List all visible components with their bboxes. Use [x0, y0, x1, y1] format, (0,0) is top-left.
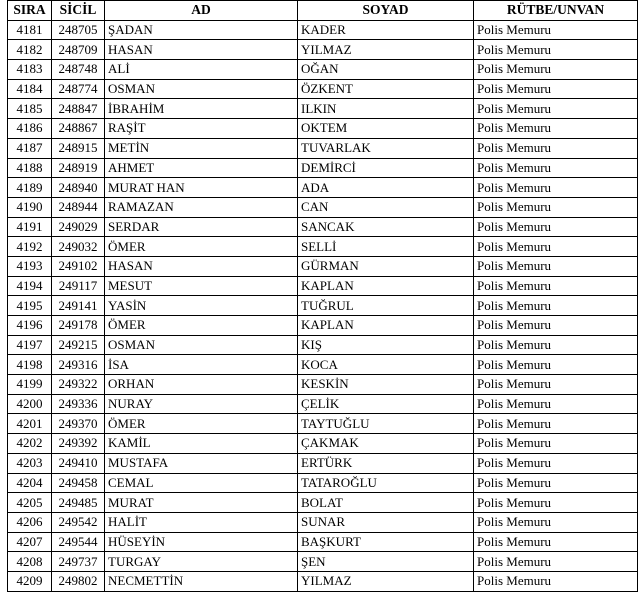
soyad-cell: OĞAN [298, 60, 474, 80]
ad-cell: TURGAY [105, 552, 298, 572]
ad-cell: ŞADAN [105, 20, 298, 40]
soyad-cell: TUVARLAK [298, 138, 474, 158]
sira-cell: 4197 [8, 335, 52, 355]
soyad-cell: TUĞRUL [298, 296, 474, 316]
personnel-table [7, 0, 638, 592]
table-row [8, 217, 638, 237]
sira-cell: 4196 [8, 316, 52, 336]
table-row [8, 453, 638, 473]
soyad-cell: TAYTUĞLU [298, 414, 474, 434]
sira-cell: 4192 [8, 237, 52, 257]
sicil-cell: 249458 [52, 473, 105, 493]
rutbe-cell: Polis Memuru [474, 394, 638, 414]
rutbe-cell: Polis Memuru [474, 335, 638, 355]
sira-cell: 4200 [8, 394, 52, 414]
sira-cell: 4193 [8, 256, 52, 276]
sira-cell: 4198 [8, 355, 52, 375]
table-row [8, 119, 638, 139]
table-row [8, 276, 638, 296]
soyad-cell: OKTEM [298, 119, 474, 139]
sira-cell: 4189 [8, 178, 52, 198]
table-row [8, 99, 638, 119]
ad-cell: HASAN [105, 256, 298, 276]
sicil-cell: 249032 [52, 237, 105, 257]
rutbe-cell: Polis Memuru [474, 119, 638, 139]
table-row [8, 571, 638, 591]
ad-cell: HÜSEYİN [105, 532, 298, 552]
soyad-cell: KIŞ [298, 335, 474, 355]
sicil-cell: 248847 [52, 99, 105, 119]
ad-cell: KAMİL [105, 434, 298, 454]
table-row [8, 355, 638, 375]
sicil-cell: 249737 [52, 552, 105, 572]
soyad-cell: SELLİ [298, 237, 474, 257]
soyad-cell: KESKİN [298, 375, 474, 395]
rutbe-cell: Polis Memuru [474, 355, 638, 375]
rutbe-cell: Polis Memuru [474, 316, 638, 336]
rutbe-cell: Polis Memuru [474, 296, 638, 316]
table-row [8, 40, 638, 60]
soyad-cell: ÇAKMAK [298, 434, 474, 454]
table-body [8, 20, 638, 591]
sira-cell: 4199 [8, 375, 52, 395]
rutbe-cell: Polis Memuru [474, 217, 638, 237]
table-row [8, 20, 638, 40]
rutbe-cell: Polis Memuru [474, 493, 638, 513]
header-ad: AD [105, 1, 298, 21]
rutbe-cell: Polis Memuru [474, 79, 638, 99]
sicil-cell: 249029 [52, 217, 105, 237]
sicil-cell: 249178 [52, 316, 105, 336]
sira-cell: 4206 [8, 512, 52, 532]
sicil-cell: 249542 [52, 512, 105, 532]
ad-cell: MUSTAFA [105, 453, 298, 473]
sira-cell: 4183 [8, 60, 52, 80]
sicil-cell: 248940 [52, 178, 105, 198]
soyad-cell: ŞEN [298, 552, 474, 572]
soyad-cell: YILMAZ [298, 571, 474, 591]
rutbe-cell: Polis Memuru [474, 571, 638, 591]
sira-cell: 4181 [8, 20, 52, 40]
sicil-cell: 249102 [52, 256, 105, 276]
ad-cell: METİN [105, 138, 298, 158]
sicil-cell: 249410 [52, 453, 105, 473]
ad-cell: ÖMER [105, 414, 298, 434]
ad-cell: SERDAR [105, 217, 298, 237]
ad-cell: ÖMER [105, 237, 298, 257]
rutbe-cell: Polis Memuru [474, 375, 638, 395]
sira-cell: 4209 [8, 571, 52, 591]
sira-cell: 4204 [8, 473, 52, 493]
ad-cell: YASİN [105, 296, 298, 316]
sicil-cell: 248705 [52, 20, 105, 40]
table-row [8, 512, 638, 532]
sicil-cell: 249802 [52, 571, 105, 591]
sira-cell: 4185 [8, 99, 52, 119]
rutbe-cell: Polis Memuru [474, 512, 638, 532]
sira-cell: 4208 [8, 552, 52, 572]
ad-cell: ORHAN [105, 375, 298, 395]
ad-cell: MURAT HAN [105, 178, 298, 198]
rutbe-cell: Polis Memuru [474, 453, 638, 473]
sicil-cell: 249392 [52, 434, 105, 454]
soyad-cell: TATAROĞLU [298, 473, 474, 493]
sira-cell: 4194 [8, 276, 52, 296]
ad-cell: NURAY [105, 394, 298, 414]
ad-cell: ÖMER [105, 316, 298, 336]
table-row [8, 414, 638, 434]
sicil-cell: 248919 [52, 158, 105, 178]
soyad-cell: ÇELİK [298, 394, 474, 414]
soyad-cell: KADER [298, 20, 474, 40]
sicil-cell: 248774 [52, 79, 105, 99]
soyad-cell: KAPLAN [298, 276, 474, 296]
sicil-cell: 249370 [52, 414, 105, 434]
soyad-cell: SUNAR [298, 512, 474, 532]
soyad-cell: GÜRMAN [298, 256, 474, 276]
rutbe-cell: Polis Memuru [474, 99, 638, 119]
table-row [8, 552, 638, 572]
ad-cell: MURAT [105, 493, 298, 513]
soyad-cell: DEMİRCİ [298, 158, 474, 178]
soyad-cell: ADA [298, 178, 474, 198]
sira-cell: 4186 [8, 119, 52, 139]
rutbe-cell: Polis Memuru [474, 532, 638, 552]
rutbe-cell: Polis Memuru [474, 158, 638, 178]
soyad-cell: ÖZKENT [298, 79, 474, 99]
rutbe-cell: Polis Memuru [474, 473, 638, 493]
table-row [8, 79, 638, 99]
soyad-cell: YILMAZ [298, 40, 474, 60]
ad-cell: İBRAHİM [105, 99, 298, 119]
ad-cell: İSA [105, 355, 298, 375]
sicil-cell: 249322 [52, 375, 105, 395]
header-rutbe: RÜTBE/UNVAN [474, 1, 638, 21]
soyad-cell: KAPLAN [298, 316, 474, 336]
ad-cell: NECMETTİN [105, 571, 298, 591]
table-row [8, 178, 638, 198]
soyad-cell: SANCAK [298, 217, 474, 237]
table-row [8, 138, 638, 158]
soyad-cell: BAŞKURT [298, 532, 474, 552]
sicil-cell: 248867 [52, 119, 105, 139]
ad-cell: MESUT [105, 276, 298, 296]
sicil-cell: 248944 [52, 197, 105, 217]
sicil-cell: 248709 [52, 40, 105, 60]
rutbe-cell: Polis Memuru [474, 414, 638, 434]
header-sira: SIRA [8, 1, 52, 21]
soyad-cell: ILKIN [298, 99, 474, 119]
table-row [8, 316, 638, 336]
table-row [8, 335, 638, 355]
sira-cell: 4201 [8, 414, 52, 434]
sira-cell: 4191 [8, 217, 52, 237]
sicil-cell: 249141 [52, 296, 105, 316]
ad-cell: OSMAN [105, 79, 298, 99]
sicil-cell: 248915 [52, 138, 105, 158]
sicil-cell: 249215 [52, 335, 105, 355]
ad-cell: AHMET [105, 158, 298, 178]
rutbe-cell: Polis Memuru [474, 197, 638, 217]
soyad-cell: KOCA [298, 355, 474, 375]
sicil-cell: 249316 [52, 355, 105, 375]
ad-cell: RAŞİT [105, 119, 298, 139]
sira-cell: 4202 [8, 434, 52, 454]
rutbe-cell: Polis Memuru [474, 20, 638, 40]
table-row [8, 434, 638, 454]
sira-cell: 4182 [8, 40, 52, 60]
ad-cell: HALİT [105, 512, 298, 532]
rutbe-cell: Polis Memuru [474, 276, 638, 296]
table-row [8, 256, 638, 276]
soyad-cell: CAN [298, 197, 474, 217]
sicil-cell: 249485 [52, 493, 105, 513]
rutbe-cell: Polis Memuru [474, 138, 638, 158]
table-row [8, 60, 638, 80]
sira-cell: 4205 [8, 493, 52, 513]
sicil-cell: 249544 [52, 532, 105, 552]
ad-cell: RAMAZAN [105, 197, 298, 217]
table-row [8, 473, 638, 493]
header-row [8, 1, 638, 21]
table-row [8, 197, 638, 217]
sira-cell: 4190 [8, 197, 52, 217]
sira-cell: 4207 [8, 532, 52, 552]
sira-cell: 4184 [8, 79, 52, 99]
ad-cell: ALİ [105, 60, 298, 80]
rutbe-cell: Polis Memuru [474, 552, 638, 572]
sira-cell: 4188 [8, 158, 52, 178]
rutbe-cell: Polis Memuru [474, 40, 638, 60]
table-row [8, 532, 638, 552]
sicil-cell: 249117 [52, 276, 105, 296]
table-row [8, 493, 638, 513]
table-row [8, 158, 638, 178]
sicil-cell: 248748 [52, 60, 105, 80]
rutbe-cell: Polis Memuru [474, 256, 638, 276]
header-soyad: SOYAD [298, 1, 474, 21]
ad-cell: CEMAL [105, 473, 298, 493]
sira-cell: 4187 [8, 138, 52, 158]
rutbe-cell: Polis Memuru [474, 237, 638, 257]
rutbe-cell: Polis Memuru [474, 434, 638, 454]
sira-cell: 4203 [8, 453, 52, 473]
ad-cell: HASAN [105, 40, 298, 60]
soyad-cell: ERTÜRK [298, 453, 474, 473]
table-row [8, 394, 638, 414]
sira-cell: 4195 [8, 296, 52, 316]
table-row [8, 237, 638, 257]
rutbe-cell: Polis Memuru [474, 178, 638, 198]
sicil-cell: 249336 [52, 394, 105, 414]
ad-cell: OSMAN [105, 335, 298, 355]
table-row [8, 296, 638, 316]
header-sicil: SİCİL [52, 1, 105, 21]
soyad-cell: BOLAT [298, 493, 474, 513]
table-row [8, 375, 638, 395]
rutbe-cell: Polis Memuru [474, 60, 638, 80]
